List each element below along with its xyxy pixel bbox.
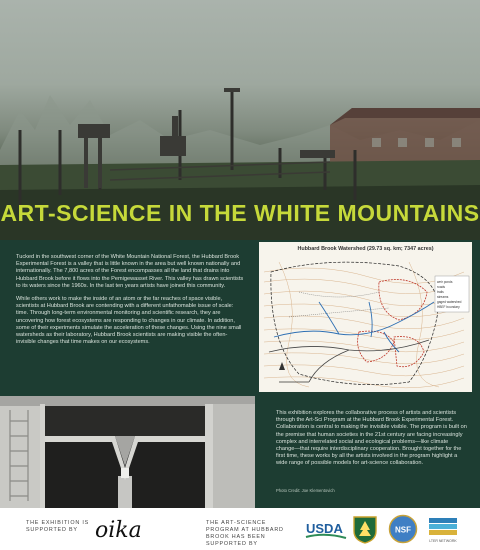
nsf-logo <box>388 514 418 544</box>
intro-paragraph-1: Tucked in the southwest corner of the White Mountain National Forest, the Hubbard Brook Experimental Forest is a valley that is little known in the area but well known nationally and internationally. The 7,800 acres of the Forest encompasses all the land that drains into Hubbard Brook before it flows into the Pemigewasset River. This valley has drawn scientists to its waters since the 1960s. In the last ten years artists have joined this community. <box>16 254 244 289</box>
map-title: Hubbard Brook Watershed (29.73 sq. km; 7347 acres) <box>297 246 434 252</box>
photo-credit: Photo Credit: Joe Klementovich <box>276 488 335 493</box>
weir-illustration <box>0 396 255 508</box>
weir-photo <box>0 396 255 508</box>
legend-item: roads <box>437 285 445 289</box>
legend-item: HBEF boundary <box>437 305 460 309</box>
topographic-map-illustration <box>259 242 472 392</box>
intro-paragraph-2: While others work to make the inside of an atom or the far reaches of space visible, scientists at Hubbard Brook are contending with a different unfathomable issue of scale: time. Through long-term environmental monitoring and scientific research, they are uncovering how forest ecosystems are responding to changes in our climate. In addition, some of their experiments simulate the acceleration of these changes. Using the nine small watersheds as their laboratory, Hubbard Brook scientists are making visible the often-invisible changes that time makes on our ecosystems. <box>16 296 242 346</box>
legend-item: trails <box>437 290 444 294</box>
usda-logo <box>305 517 347 543</box>
oika-logo: oika <box>95 518 142 543</box>
intro-panel <box>0 240 255 396</box>
legend-item: gaged watershed <box>437 300 462 304</box>
program-supporter-label: THE ART-SCIENCE PROGRAM AT HUBBARD BROOK HAS BEEN SUPPORTED BY <box>206 520 284 547</box>
watershed-map <box>259 242 472 392</box>
exhibition-panel <box>255 396 480 508</box>
legend-item: weir ponds <box>437 280 453 284</box>
lter-logo <box>428 516 458 544</box>
page-title: ART-SCIENCE IN THE WHITE MOUNTAINS <box>0 200 480 226</box>
exhibition-paragraph: This exhibition explores the collaborative process of artists and scientists through the Art-Sci Program at the Hubbard Brook Experimental Forest. Collaboration is central to making the invisible visible. The program is built on the premise that human societies in the 21st century are facing increasingly complex and interrelated social and ecological problems—like climate change—that require interdisciplinary cooperation. Brought together for the first time, these works by all the artists involved in the program highlight a wide range of possible models for art-science collaboration. <box>276 410 467 467</box>
exhibition-supporter-label: THE EXHIBITION IS SUPPORTED BY <box>26 520 90 533</box>
legend-item: streams <box>437 295 449 299</box>
usda-wordmark: USDA <box>306 521 343 536</box>
map-panel <box>255 240 480 396</box>
nsf-wordmark: NSF <box>395 525 411 535</box>
forest-service-shield-icon <box>352 514 378 544</box>
hero-photo <box>0 0 480 240</box>
lter-label: LTER NETWORK <box>429 539 457 543</box>
map-legend <box>437 280 469 310</box>
